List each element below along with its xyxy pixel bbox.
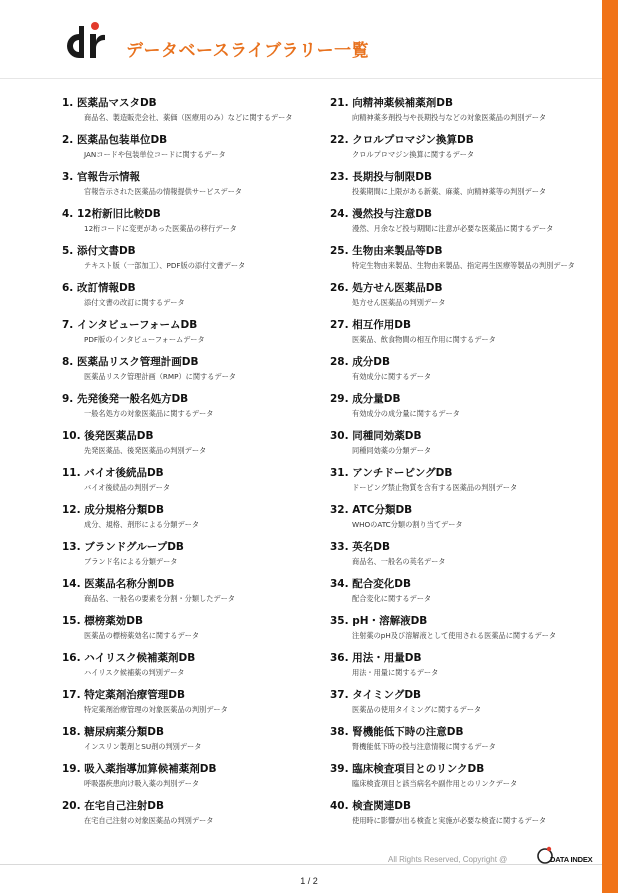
data-index-logo <box>536 846 602 868</box>
item-number: 21. <box>330 97 349 109</box>
database-item-heading <box>62 207 330 221</box>
database-name: 先発後発一般名処方DB <box>76 393 189 405</box>
database-item-heading <box>330 577 598 591</box>
item-number: 22. <box>330 134 349 146</box>
brand-text: DATA INDEX <box>550 855 593 864</box>
database-item <box>330 355 598 392</box>
item-number: 23. <box>330 171 349 183</box>
database-name: 長期投与制限DB <box>352 171 432 183</box>
database-item <box>62 281 330 318</box>
database-name: 後発医薬品DB <box>84 430 154 442</box>
database-description: 医薬品リスク管理計画（RMP）に関するデータ <box>84 372 236 381</box>
database-item <box>62 688 330 725</box>
database-name: クロルプロマジン換算DB <box>352 134 474 146</box>
database-item-heading <box>330 318 598 332</box>
item-number: 8. <box>62 356 74 368</box>
item-number: 1. <box>62 97 74 109</box>
item-number: 10. <box>62 430 81 442</box>
database-name: 成分量DB <box>352 393 401 405</box>
item-number: 24. <box>330 208 349 220</box>
database-description: 医薬品の使用タイミングに関するデータ <box>352 705 482 714</box>
database-name: バイオ後続品DB <box>84 467 164 479</box>
database-name: 漫然投与注意DB <box>352 208 432 220</box>
database-name: 改訂情報DB <box>76 282 136 294</box>
database-description: 用法・用量に関するデータ <box>352 668 439 677</box>
item-number: 34. <box>330 578 349 590</box>
database-name: 12桁新旧比較DB <box>76 208 161 220</box>
footer-divider <box>0 864 602 865</box>
database-description: 特定薬剤治療管理の対象医薬品の判別データ <box>84 705 228 714</box>
database-description: 特定生物由来製品、生物由来製品、指定再生医療等製品の判別データ <box>352 261 575 270</box>
database-item <box>330 207 598 244</box>
database-description: 処方せん医薬品の判別データ <box>352 298 446 307</box>
database-item-heading <box>62 96 330 110</box>
database-description: 腎機能低下時の投与注意情報に関するデータ <box>352 742 496 751</box>
database-description: 商品名、一般名の要素を分割・分類したデータ <box>84 594 235 603</box>
database-description: テキスト版（一部加工）、PDF版の添付文書データ <box>84 261 246 270</box>
item-number: 27. <box>330 319 349 331</box>
item-number: 31. <box>330 467 349 479</box>
database-item-heading <box>330 244 598 258</box>
database-item <box>62 725 330 762</box>
item-number: 30. <box>330 430 349 442</box>
database-name: 用法・用量DB <box>352 652 422 664</box>
database-name: 医薬品名称分割DB <box>84 578 175 590</box>
database-description: 医薬品の標榜薬効名に関するデータ <box>84 631 200 640</box>
database-description: バイオ後続品の判別データ <box>84 483 171 492</box>
item-number: 16. <box>62 652 81 664</box>
database-item <box>330 540 598 577</box>
database-item-heading <box>330 355 598 369</box>
item-number: 39. <box>330 763 349 775</box>
database-description: 漫然、月余など投与期間に注意が必要な医薬品に関するデータ <box>352 224 554 233</box>
database-item-heading <box>62 540 330 554</box>
database-item-heading <box>330 762 598 776</box>
database-name: 吸入薬指導加算候補薬剤DB <box>84 763 217 775</box>
database-item-heading <box>62 133 330 147</box>
database-item <box>330 688 598 725</box>
database-description: 先発医薬品、後発医薬品の判別データ <box>84 446 207 455</box>
database-name: pH・溶解液DB <box>352 615 428 627</box>
database-name: 処方せん医薬品DB <box>352 282 443 294</box>
database-description: 在宅自己注射の対象医薬品の判別データ <box>84 816 214 825</box>
database-name: 成分規格分類DB <box>84 504 164 516</box>
item-number: 26. <box>330 282 349 294</box>
database-item-heading <box>62 577 330 591</box>
database-name: 医薬品リスク管理計画DB <box>76 356 199 368</box>
database-name: 臨床検査項目とのリンクDB <box>352 763 485 775</box>
database-description: 向精神薬多剤投与や長期投与などの対象医薬品の判別データ <box>352 113 547 122</box>
database-name: タイミングDB <box>352 689 422 701</box>
database-item-heading <box>62 688 330 702</box>
database-description: PDF版のインタビューフォームデータ <box>84 335 205 344</box>
database-item-heading <box>330 207 598 221</box>
database-description: 同種同効薬の分類データ <box>352 446 432 455</box>
database-description: ドーピング禁止物質を含有する医薬品の判別データ <box>352 483 518 492</box>
database-item <box>330 503 598 540</box>
database-item-heading <box>62 244 330 258</box>
database-item <box>330 429 598 466</box>
database-name: 配合変化DB <box>352 578 411 590</box>
database-item-heading <box>330 429 598 443</box>
item-number: 11. <box>62 467 81 479</box>
database-description: 商品名、製造販売会社、薬価（医療用のみ）などに関するデータ <box>84 113 293 122</box>
database-description: クロルプロマジン換算に関するデータ <box>352 150 475 159</box>
item-number: 18. <box>62 726 81 738</box>
database-item <box>62 762 330 799</box>
database-item-heading <box>330 133 598 147</box>
database-item-heading <box>330 96 598 110</box>
database-item <box>330 762 598 799</box>
database-name: 腎機能低下時の注意DB <box>352 726 464 738</box>
database-name: 糖尿病薬分類DB <box>84 726 164 738</box>
database-name: 検査関連DB <box>352 800 411 812</box>
database-item-heading <box>62 170 330 184</box>
page-title: データベースライブラリー一覧 <box>126 41 370 61</box>
database-item-heading <box>62 614 330 628</box>
database-description: 添付文書の改訂に関するデータ <box>84 298 185 307</box>
database-description: 配合変化に関するデータ <box>352 594 432 603</box>
item-number: 3. <box>62 171 74 183</box>
database-description: 有効成分の成分量に関するデータ <box>352 409 460 418</box>
database-item-heading <box>62 725 330 739</box>
database-item <box>62 244 330 281</box>
database-item <box>330 170 598 207</box>
database-item <box>62 207 330 244</box>
database-item <box>62 466 330 503</box>
database-item <box>62 540 330 577</box>
database-item <box>330 577 598 614</box>
database-item <box>62 577 330 614</box>
database-description: 官報告示された医薬品の情報提供サービスデータ <box>84 187 242 196</box>
database-description: 医薬品、飲食物間の相互作用に関するデータ <box>352 335 496 344</box>
database-description: ハイリスク候補薬の判別データ <box>84 668 185 677</box>
database-item-heading <box>62 281 330 295</box>
database-item <box>62 170 330 207</box>
database-description: 投薬期間に上限がある新薬、麻薬、向精神薬等の判別データ <box>352 187 547 196</box>
item-number: 33. <box>330 541 349 553</box>
database-item-heading <box>62 762 330 776</box>
right-accent-bar <box>602 0 618 893</box>
database-name: 医薬品包装単位DB <box>76 134 168 146</box>
database-description: 一般名処方の対象医薬品に関するデータ <box>84 409 214 418</box>
database-name: 添付文書DB <box>76 245 136 257</box>
item-number: 13. <box>62 541 81 553</box>
item-number: 40. <box>330 800 349 812</box>
database-item-heading <box>62 466 330 480</box>
database-item <box>330 466 598 503</box>
database-item <box>330 244 598 281</box>
item-number: 4. <box>62 208 74 220</box>
database-name: 成分DB <box>352 356 390 368</box>
database-item <box>62 799 330 836</box>
item-number: 9. <box>62 393 74 405</box>
page-number: 1 / 2 <box>300 876 318 886</box>
database-item <box>330 133 598 170</box>
item-number: 35. <box>330 615 349 627</box>
database-name: 同種同効薬DB <box>352 430 422 442</box>
database-name: 官報告示情報 <box>76 171 140 183</box>
database-item <box>330 96 598 133</box>
item-number: 25. <box>330 245 349 257</box>
item-number: 6. <box>62 282 74 294</box>
database-description: 成分、規格、剤形による分類データ <box>84 520 200 529</box>
database-description: 注射薬のpH及び溶解液として使用される医薬品に関するデータ <box>352 631 557 640</box>
database-name: 医薬品マスタDB <box>76 97 157 109</box>
database-item <box>330 392 598 429</box>
item-number: 32. <box>330 504 349 516</box>
database-name: 相互作用DB <box>352 319 411 331</box>
database-item-heading <box>330 466 598 480</box>
database-item-heading <box>330 503 598 517</box>
database-name: 標榜薬効DB <box>84 615 143 627</box>
item-number: 5. <box>62 245 74 257</box>
item-number: 12. <box>62 504 81 516</box>
database-name: 在宅自己注射DB <box>84 800 164 812</box>
database-name: インタビューフォームDB <box>76 319 198 331</box>
left-column <box>62 96 330 836</box>
database-item-heading <box>62 429 330 443</box>
database-description: WHOのATC分類の割り当てデータ <box>352 520 463 529</box>
database-name: アンチドーピングDB <box>352 467 453 479</box>
item-number: 28. <box>330 356 349 368</box>
database-item-heading <box>62 799 330 813</box>
database-item <box>330 725 598 762</box>
database-item-heading <box>330 281 598 295</box>
database-item <box>62 503 330 540</box>
item-number: 38. <box>330 726 349 738</box>
database-description: インスリン製剤とSU剤の判別データ <box>84 742 202 751</box>
database-description: ブランド名による分類データ <box>84 557 178 566</box>
item-number: 36. <box>330 652 349 664</box>
database-description: 使用時に影響が出る検査と実施が必要な検査に関するデータ <box>352 816 547 825</box>
database-description: JANコードや包装単位コードに関するデータ <box>84 150 226 159</box>
item-number: 37. <box>330 689 349 701</box>
database-item <box>62 133 330 170</box>
database-item <box>62 614 330 651</box>
database-item <box>330 614 598 651</box>
database-item <box>62 355 330 392</box>
database-item-heading <box>330 725 598 739</box>
database-description: 臨床検査項目と該当病名や副作用とのリンクデータ <box>352 779 518 788</box>
database-item <box>330 651 598 688</box>
database-name: 特定薬剤治療管理DB <box>84 689 185 701</box>
database-item <box>330 318 598 355</box>
right-column <box>330 96 598 836</box>
database-name: 向精神薬候補薬剤DB <box>352 97 453 109</box>
database-description: 有効成分に関するデータ <box>352 372 432 381</box>
page-header <box>62 20 582 70</box>
database-item-heading <box>330 392 598 406</box>
database-item-heading <box>330 799 598 813</box>
database-item-heading <box>330 688 598 702</box>
database-name: ブランドグループDB <box>84 541 184 553</box>
di-logo <box>62 20 106 66</box>
database-item-heading <box>62 503 330 517</box>
database-item <box>330 799 598 836</box>
database-description: 呼吸器疾患向け吸入薬の判別データ <box>84 779 200 788</box>
database-name: 生物由来製品等DB <box>352 245 443 257</box>
header-divider <box>0 78 602 79</box>
item-number: 2. <box>62 134 74 146</box>
item-number: 14. <box>62 578 81 590</box>
database-item-heading <box>330 170 598 184</box>
item-number: 19. <box>62 763 81 775</box>
item-number: 20. <box>62 800 81 812</box>
database-item <box>62 429 330 466</box>
database-description: 12桁コードに変更があった医薬品の移行データ <box>84 224 237 233</box>
database-item <box>330 281 598 318</box>
item-number: 29. <box>330 393 349 405</box>
database-item-heading <box>62 355 330 369</box>
database-item-heading <box>330 614 598 628</box>
item-number: 17. <box>62 689 81 701</box>
database-item <box>62 318 330 355</box>
database-item-heading <box>62 651 330 665</box>
item-number: 7. <box>62 319 74 331</box>
database-name: 英名DB <box>352 541 390 553</box>
database-item-heading <box>62 318 330 332</box>
database-name: ハイリスク候補薬剤DB <box>84 652 196 664</box>
database-item <box>62 392 330 429</box>
database-item <box>62 651 330 688</box>
database-item <box>62 96 330 133</box>
database-description: 商品名、一般名の英名データ <box>352 557 446 566</box>
item-number: 15. <box>62 615 81 627</box>
database-item-heading <box>62 392 330 406</box>
copyright-text: All Rights Reserved, Copyright @ <box>388 855 508 864</box>
database-item-heading <box>330 651 598 665</box>
database-name: ATC分類DB <box>352 504 413 516</box>
database-item-heading <box>330 540 598 554</box>
